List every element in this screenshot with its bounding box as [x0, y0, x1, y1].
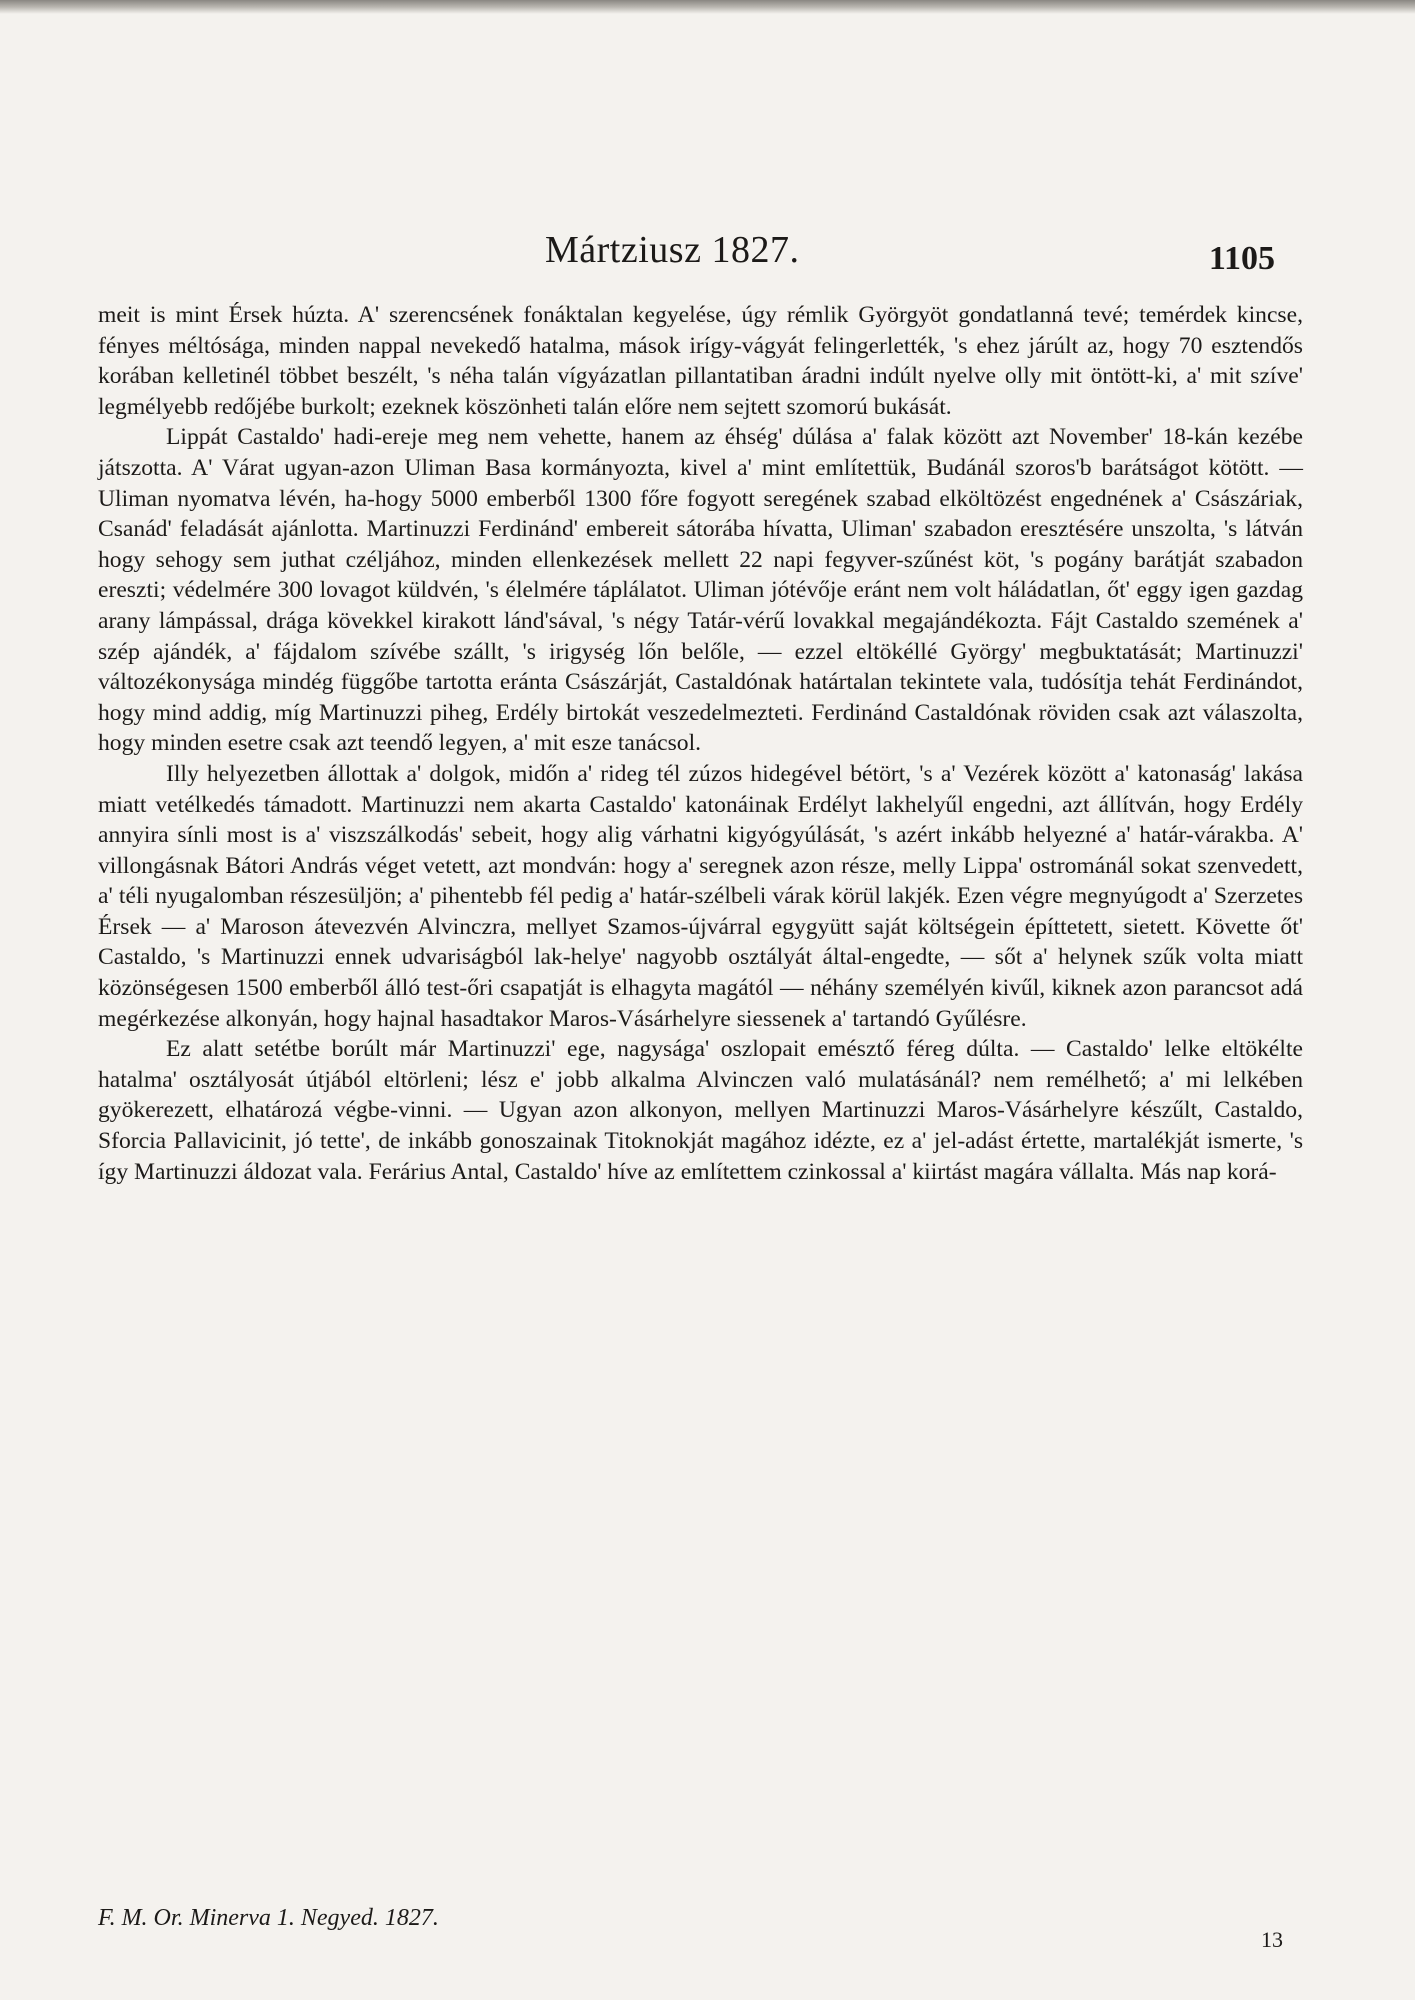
- paragraph-3: Illy helyezetben állottak a' dolgok, midőn a' rideg tél zúzos hidegével bétört, 's a' Vezérek között a' katonaság' lakása miatt vetélkedés támadott. Martinuzzi nem akarta Castaldo' katonáinak Erdélyt lakhelyűl engedni, azt állítván, hogy Erdély annyira sínli most is a' viszszálkodás' sebeit, hogy alig várhatni kigyógyúlását, 's azért inkább helyezné a' határ-várakba. A' villongásnak Bátori András véget vetett, azt mondván: hogy a' seregnek azon része, melly Lippa' ostrománál sokat szenvedett, a' téli nyugalomban részesüljön; a' pihentebb fél pedig a' határ-szélbeli várak körül lakjék. Ezen végre megnyúgodt a' Szerzetes Érsek — a' Maroson átevezvén Alvinczra, mellyet Szamos-újvárral egygyütt saját költségein építtetett, sietett. Követte őt' Castaldo, 's Martinuzzi ennek udvariságból lak-helye' nagyobb osztályát által-engedte, — sőt a' helynek szűk volta miatt közönségesen 1500 emberből álló test-őri csapatját is elhagyta magától — néhány személyén kivűl, kiknek azon parancsot adá megérkezése alkonyán, hogy hajnal hasadtakor Maros-Vásárhelyre siessenek a' tartandó Gyűlésre.: [98, 760, 1303, 1032]
- page-header: [0, 228, 1415, 288]
- page-number: 1105: [1208, 240, 1275, 277]
- signature-mark: 13: [1261, 1927, 1283, 1952]
- body-text: [98, 300, 1303, 1187]
- running-title: Mártziusz 1827.: [545, 229, 800, 271]
- scan-top-edge: [0, 0, 1415, 14]
- paragraph-1: meit is mint Érsek húzta. A' szerencsének fonáktalan kegyelése, úgy rémlik Györgyöt gondatlanná tevé; temérdek kincse, fényes méltósága, minden nappal nevekedő hatalma, mások irígy-vágyát felingerlették, 's ehez járúlt az, hogy 70 esztendős korában kelletinél többet beszélt, 's néha talán vígyázatlan pillantatiban áradni indúlt nyelve olly mit öntött-ki, a' mit szíve' legmélyebb redőjébe burkolt; ezeknek köszönheti talán előre nem sejtett szomorú bukását.: [98, 302, 1303, 420]
- footer-citation: F. M. Or. Minerva 1. Negyed. 1827.: [98, 1905, 439, 1931]
- paragraph-2: Lippát Castaldo' hadi-ereje meg nem vehette, hanem az éhség' dúlása a' falak között azt November' 18-kán kezébe játszotta. A' Várat ugyan-azon Uliman Basa kormányozta, kivel a' mint említettük, Budánál szoros'b barátságot kötött. — Uliman nyomatva lévén, ha-hogy 5000 emberből 1300 főre fogyott seregének szabad elköltözést engednének a' Császáriak, Csanád' feladását ajánlotta. Martinuzzi Ferdinánd' embereit sátorába hívatta, Uliman' szabadon eresztésére unszolta, 's látván hogy sehogy sem juthat czéljához, minden ellenkezések mellett 22 napi fegyver-szűnést köt, 's pogány barátját szabadon ereszti; védelmére 300 lovagot küldvén, 's élelmére táplálatot. Uliman jótévője eránt nem volt háládatlan, őt' eggy igen gazdag arany lámpással, drága kövekkel kirakott lánd'sával, 's négy Tatár-vérű lovakkal megajándékozta. Fájt Castaldo szemének a' szép ajándék, a' fájdalom szívébe szállt, 's irigység lőn belőle, — ezzel eltökéllé György' megbuktatását; Martinuzzi' változékonysága mindég függőbe tartotta eránta Császárját, Castaldónak határtalan tekintete vala, tudósítja tehát Ferdinándot, hogy mind addig, míg Martinuzzi piheg, Erdély birtokát veszedelmezteti. Ferdinánd Castaldónak röviden csak azt válaszolta, hogy minden esetre csak azt teendő legyen, a' mit esze tanácsol.: [98, 424, 1303, 757]
- page-footer: [98, 1905, 1303, 1965]
- paragraph-4: Ez alatt setétbe borúlt már Martinuzzi' ege, nagysága' oszlopait emésztő féreg dúlta. — Castaldo' lelke eltökélte hatalma' osztályosát útjából eltörleni; lész e' jobb alkalma Alvinczen való mulatásánál? nem remélhető; a' mi lelkében gyökerezett, elhatározá végbe-vinni. — Ugyan azon alkonyon, mellyen Martinuzzi Maros-Vásárhelyre készűlt, Castaldo, Sforcia Pallavicinit, jó tette', de inkább gonoszainak Titoknokját magához idézte, ez a' jel-adást értette, martalékját ismerte, 's így Martinuzzi áldozat vala. Ferárius Antal, Castaldo' híve az említettem czinkossal a' kiirtást magára vállalta. Más nap korá-: [98, 1036, 1303, 1185]
